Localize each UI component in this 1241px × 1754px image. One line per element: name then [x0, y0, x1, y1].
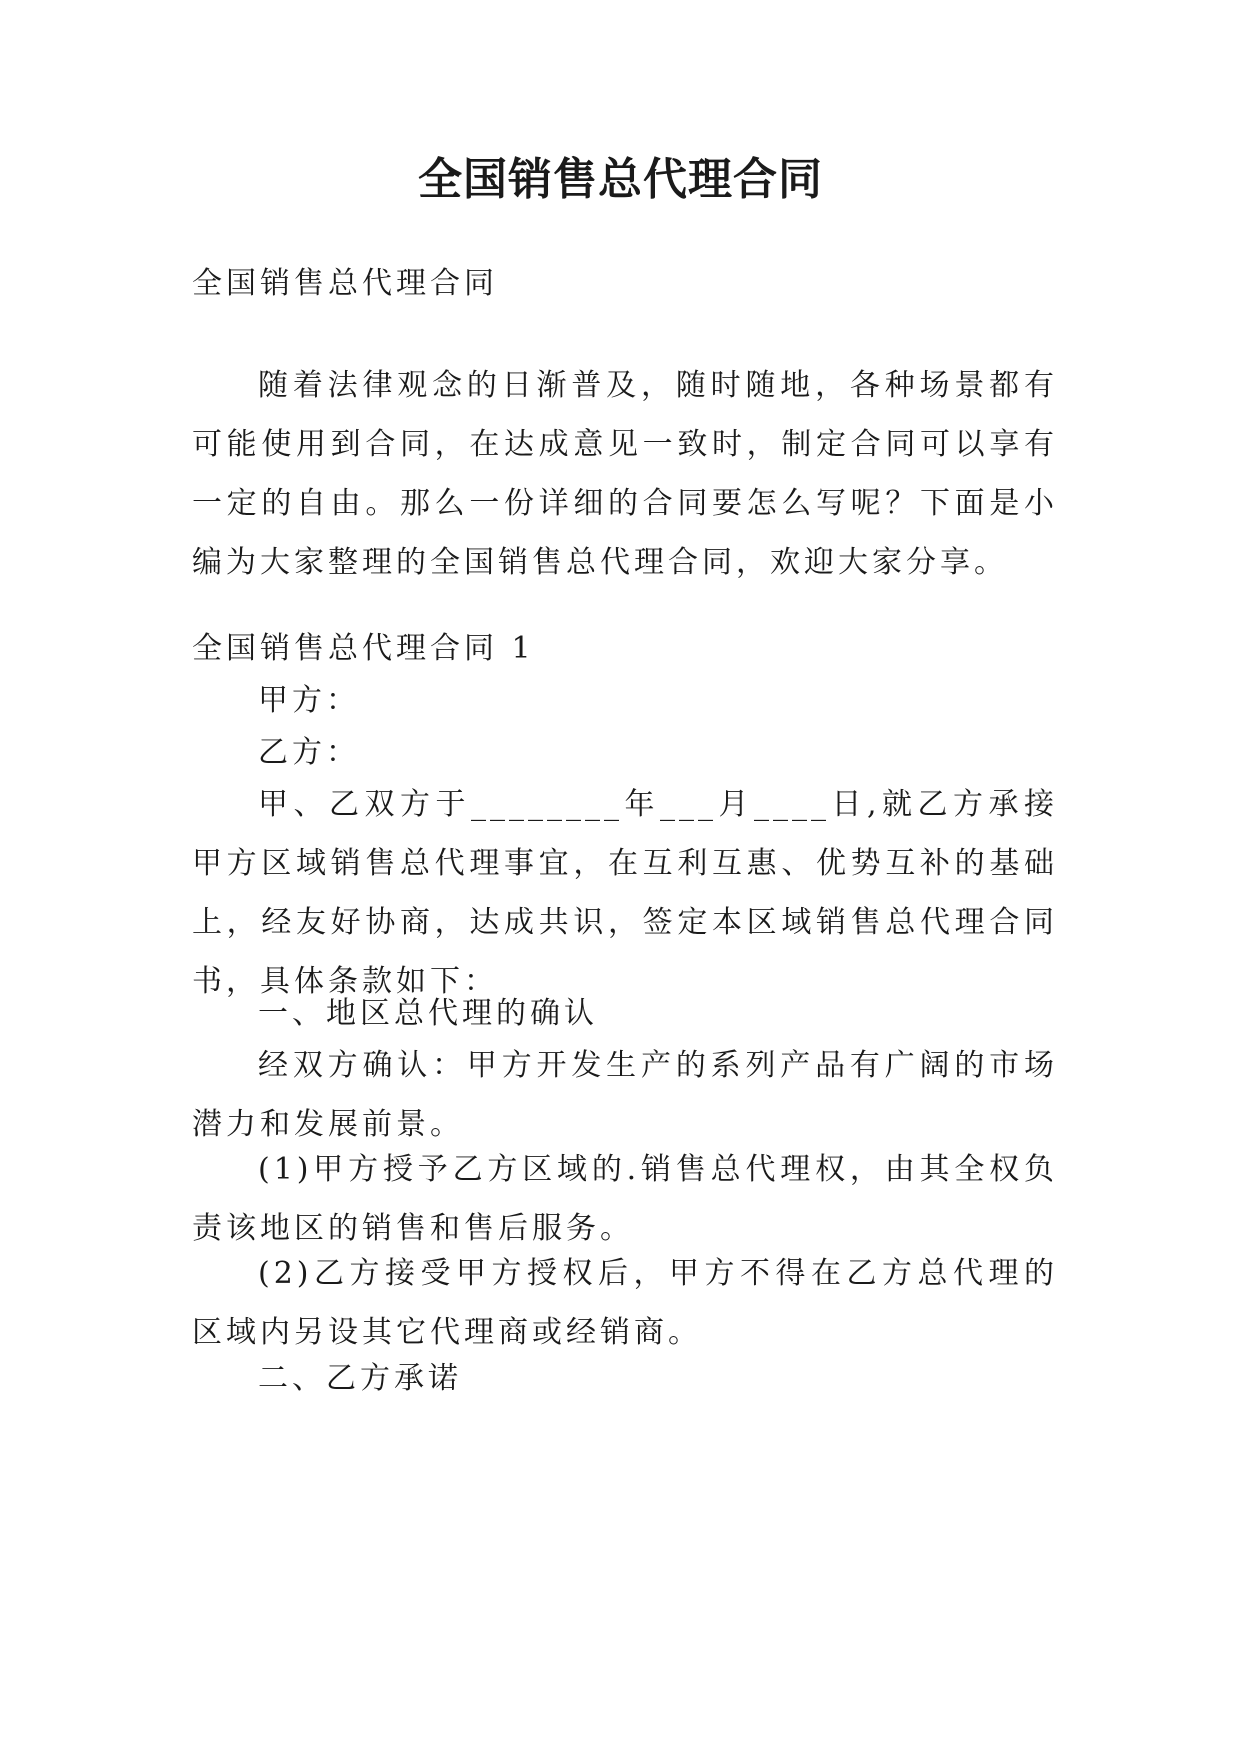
intro-paragraph: 随着法律观念的日渐普及，随时随地，各种场景都有可能使用到合同，在达成意见一致时，制定合同可以享有一定的自由。那么一份详细的合同要怎么写呢？下面是小编为大家整理的全国销售总代理合同，欢迎大家分享。: [192, 368, 1058, 580]
clause-2-paragraph: (2)乙方接受甲方授权后，甲方不得在乙方总代理的区域内另设其它代理商或经销商。: [192, 1256, 1058, 1350]
party-a-line: 甲方：: [258, 683, 360, 718]
party-b-line: 乙方：: [258, 735, 360, 770]
clause-1-paragraph: (1)甲方授予乙方区域的.销售总代理权，由其全权负责该地区的销售和售后服务。: [192, 1152, 1058, 1246]
document-title: 全国销售总代理合同: [418, 154, 823, 205]
agreement-intro-paragraph: 甲、乙双方于________年___月____日,就乙方承接甲方区域销售总代理事宜，在互利互惠、优势互补的基础上，经友好协商，达成共识，签定本区域销售总代理合同书，具体条款如下：: [192, 787, 1058, 999]
section-1-paragraph: 经双方确认：甲方开发生产的系列产品有广阔的市场潜力和发展前景。: [192, 1048, 1058, 1142]
document-subtitle: 全国销售总代理合同: [192, 266, 498, 301]
section-2-title: 二、乙方承诺: [258, 1361, 462, 1396]
contract-heading: 全国销售总代理合同 1: [192, 631, 535, 666]
section-1-title: 一、地区总代理的确认: [258, 996, 598, 1031]
